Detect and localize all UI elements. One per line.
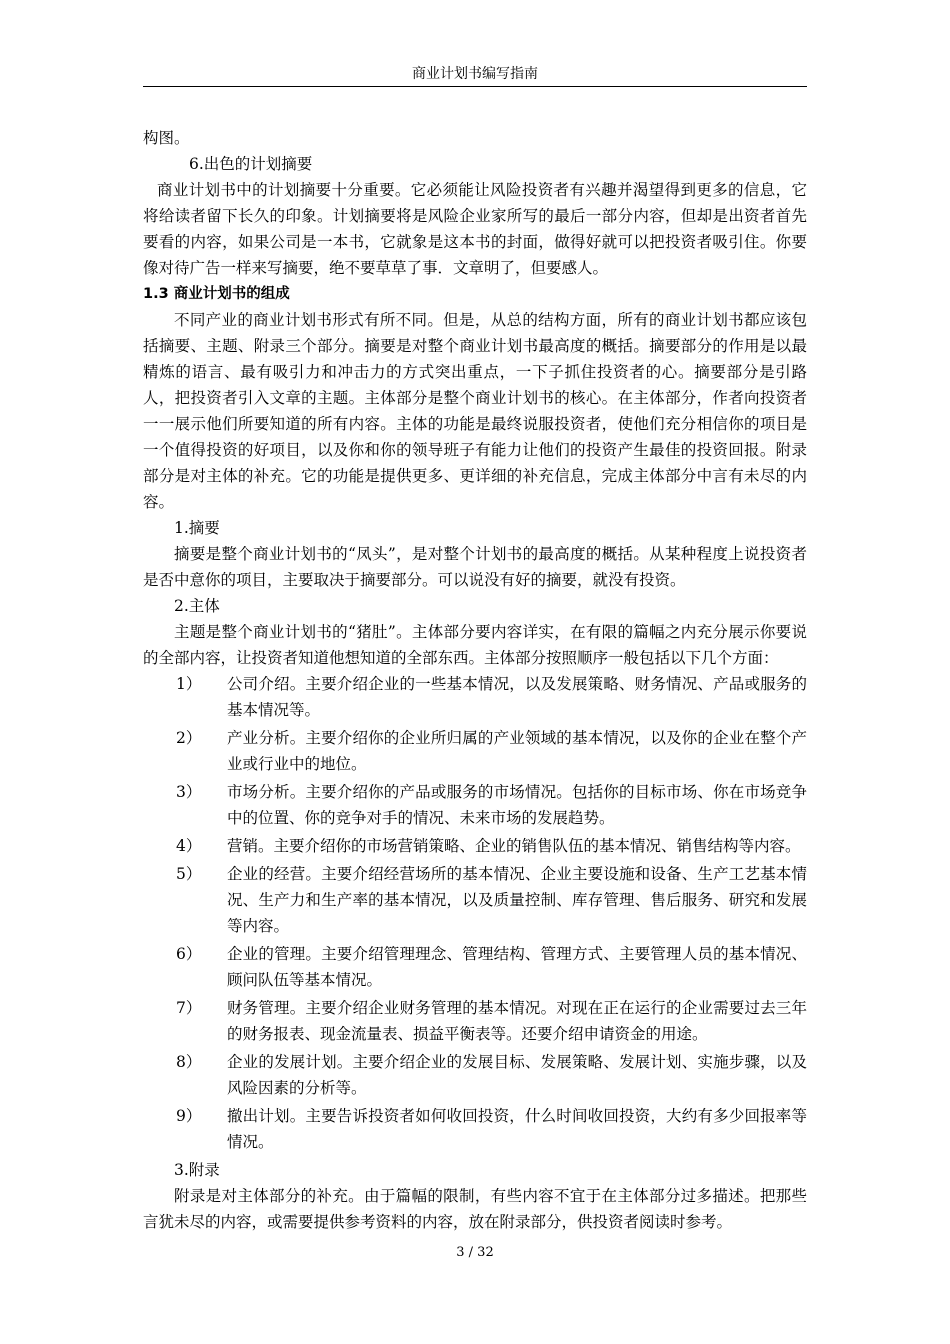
paragraph-abstract: 摘要是整个商业计划书的“凤头”，是对整个计划书的最高度的概括。从某种程度上说投资者是否中意你的项目，主要取决于摘要部分。可以说没有好的摘要，就没有投资。 — [143, 545, 807, 589]
list-text: 企业的经营。主要介绍经营场所的基本情况、企业主要设施和设备、生产工艺基本情况、生产力和生产率的基本情况，以及质量控制、库存管理、售后服务、研究和发展等内容。 — [227, 865, 807, 935]
list-number: 4） — [176, 837, 202, 855]
list-number: 1） — [176, 675, 202, 693]
list-text: 企业的管理。主要介绍管理理念、管理结构、管理方式、主要管理人员的基本情况、顾问队伍等基本情况。 — [227, 945, 807, 989]
subsection-heading-abstract: 1.摘要 — [174, 519, 220, 537]
list-text: 公司介绍。主要介绍企业的一些基本情况，以及发展策略、财务情况、产品或服务的基本情况等。 — [227, 675, 807, 719]
header-rule — [143, 86, 807, 87]
list-number: 2） — [176, 729, 202, 747]
list-text: 企业的发展计划。主要介绍企业的发展目标、发展策略、发展计划、实施步骤，以及风险因素的分析等。 — [227, 1053, 807, 1097]
list-number: 8） — [176, 1053, 202, 1071]
list-number: 5） — [176, 865, 202, 883]
continuation-text: 构图。 — [143, 129, 190, 147]
body-contents-list — [143, 671, 807, 1155]
list-item — [143, 861, 807, 939]
list-number: 3） — [176, 783, 202, 801]
list-item — [143, 1103, 807, 1155]
list-text: 撤出计划。主要告诉投资者如何收回投资，什么时间收回投资，大约有多少回报率等情况。 — [227, 1107, 807, 1151]
list-item — [143, 1049, 807, 1101]
list-text: 营销。主要介绍你的市场营销策略、企业的销售队伍的基本情况、销售结构等内容。 — [227, 837, 801, 855]
paragraph-appendix: 附录是对主体部分的补充。由于篇幅的限制，有些内容不宜于在主体部分过多描述。把那些言犹未尽的内容，或需要提供参考资料的内容，放在附录部分，供投资者阅读时参考。 — [143, 1187, 807, 1231]
list-item — [143, 725, 807, 777]
section-heading-1-3: 1.3 商业计划书的组成 — [143, 286, 290, 302]
subsection-heading-body: 2.主体 — [174, 597, 220, 615]
list-text: 财务管理。主要介绍企业财务管理的基本情况。对现在正在运行的企业需要过去三年的财务报表、现金流量表、损益平衡表等。还要介绍申请资金的用途。 — [227, 999, 807, 1043]
running-header: 商业计划书编写指南 — [412, 66, 538, 82]
list-item — [143, 941, 807, 993]
list-text: 市场分析。主要介绍你的产品或服务的市场情况。包括你的目标市场、你在市场竞争中的位置、你的竞争对手的情况、未来市场的发展趋势。 — [227, 783, 807, 827]
list-item — [143, 995, 807, 1047]
list-item — [143, 779, 807, 831]
list-text: 产业分析。主要介绍你的企业所归属的产业领域的基本情况，以及你的企业在整个产业或行业中的地位。 — [227, 729, 807, 773]
subsection-heading-6: 6.出色的计划摘要 — [189, 155, 313, 173]
body-content — [143, 125, 807, 1235]
list-item — [143, 833, 807, 859]
list-item — [143, 671, 807, 723]
paragraph-intro: 不同产业的商业计划书形式有所不同。但是，从总的结构方面，所有的商业计划书都应该包括摘要、主题、附录三个部分。摘要是对整个商业计划书最高度的概括。摘要部分的作用是以最精炼的语言、最有吸引力和冲击力的方式突出重点，一下子抓住投资者的心。摘要部分是引路人，把投资者引入文章的主题。主体部分是整个商业计划书的核心。在主体部分，作者向投资者一一展示他们所要知道的所有内容。主体的功能是最终说服投资者，使他们充分相信你的项目是一个值得投资的好项目，以及你和你的领导班子有能力让他们的投资产生最佳的投资回报。附录部分是对主体的补充。它的功能是提供更多、更详细的补充信息，完成主体部分中言有未尽的内容。 — [143, 311, 807, 511]
paragraph-summary: 商业计划书中的计划摘要十分重要。它必须能让风险投资者有兴趣并渴望得到更多的信息，它将给读者留下长久的印象。计划摘要将是风险企业家所写的最后一部分内容，但却是出资者首先要看的内容，如果公司是一本书，它就象是这本书的封面，做得好就可以把投资者吸引住。你要像对待广告一样来写摘要，绝不要草草了事．文章明了，但要感人。 — [143, 181, 807, 277]
list-number: 7） — [176, 999, 202, 1017]
list-number: 6） — [176, 945, 202, 963]
page-number: 3 / 32 — [456, 1245, 494, 1260]
list-number: 9） — [176, 1107, 202, 1125]
paragraph-body: 主题是整个商业计划书的“猪肚”。主体部分要内容详实，在有限的篇幅之内充分展示你要说的全部内容，让投资者知道他想知道的全部东西。主体部分按照顺序一般包括以下几个方面： — [143, 623, 807, 667]
subsection-heading-appendix: 3.附录 — [174, 1161, 220, 1179]
